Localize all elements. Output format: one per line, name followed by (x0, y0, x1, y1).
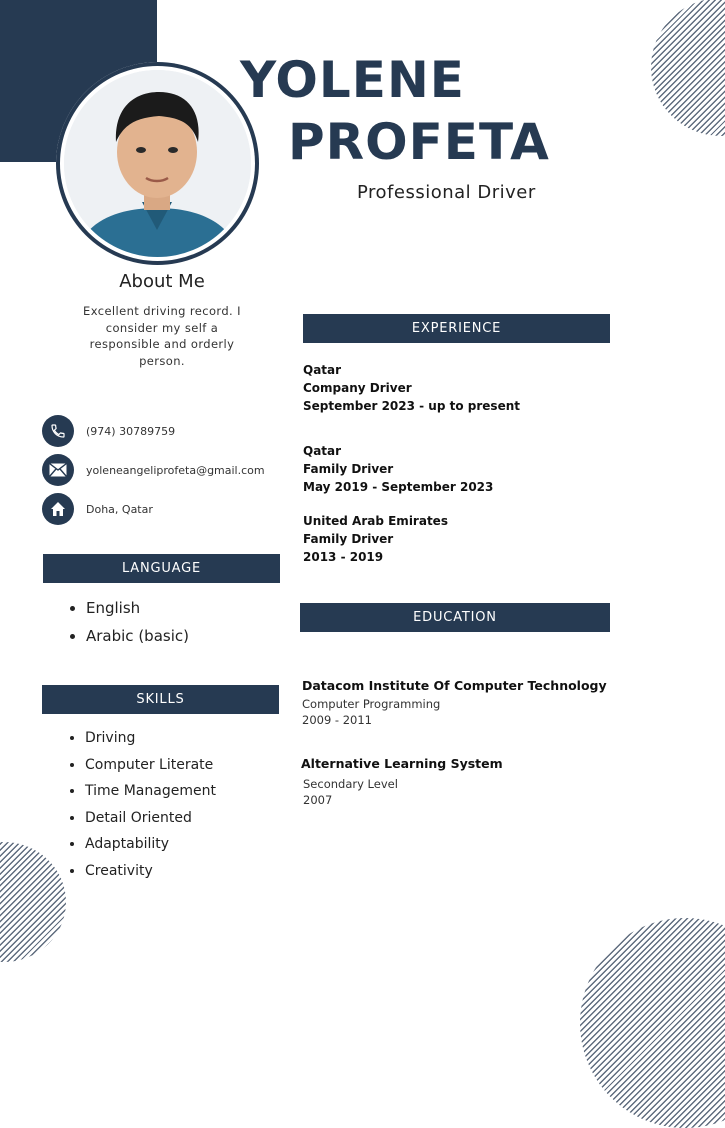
list-item: • Detail Oriented (85, 805, 216, 832)
experience-location: Qatar (303, 444, 342, 458)
education-school: Datacom Institute Of Computer Technology (302, 678, 607, 693)
contact-address-row (42, 493, 153, 525)
phone-icon (42, 415, 74, 447)
person-portrait-icon (64, 70, 251, 257)
experience-entry-3 (303, 512, 448, 566)
experience-header: EXPERIENCE (303, 314, 610, 343)
profile-photo (64, 70, 251, 257)
contact-phone-row (42, 415, 175, 447)
contact-phone: (974) 30789759 (86, 424, 176, 438)
list-item: • English (86, 594, 189, 622)
skills-header: SKILLS (42, 685, 279, 714)
contact-address: Doha, Qatar (86, 502, 153, 516)
language-header: LANGUAGE (43, 554, 280, 583)
experience-position: Family Driver (303, 532, 394, 546)
experience-location: United Arab Emirates (303, 514, 448, 528)
first-name: YOLENE (240, 51, 465, 109)
job-title: Professional Driver (357, 182, 536, 203)
education-entry-2 (301, 756, 503, 808)
mail-icon (42, 454, 74, 486)
list-item: • Creativity (85, 858, 216, 885)
experience-position: Company Driver (303, 381, 412, 395)
striped-circle-top-right (651, 0, 725, 136)
experience-entry-2 (303, 442, 493, 496)
list-item: • Driving (85, 725, 216, 752)
list-item: • Arabic (basic) (86, 622, 189, 650)
home-icon (42, 493, 74, 525)
contact-email: yoleneangeliprofeta@gmail.com (86, 463, 265, 477)
list-item: • Adaptability (85, 831, 216, 858)
list-item: • Time Management (85, 778, 216, 805)
striped-circle-bottom-right (580, 918, 725, 1128)
education-period: 2007 (303, 792, 333, 807)
education-period: 2009 - 2011 (302, 712, 372, 727)
education-course: Secondary Level (303, 777, 398, 791)
experience-period: September 2023 - up to present (303, 399, 520, 413)
list-item: • Computer Literate (85, 752, 216, 779)
education-course: Computer Programming (302, 697, 441, 711)
education-school: Alternative Learning System (301, 756, 503, 771)
contact-email-row (42, 454, 265, 486)
experience-period: May 2019 - September 2023 (303, 480, 494, 494)
experience-position: Family Driver (303, 462, 394, 476)
experience-location: Qatar (303, 363, 342, 377)
skills-list (67, 725, 216, 884)
striped-circle-bottom-left (0, 842, 66, 962)
experience-entry-1 (303, 361, 520, 415)
education-entry-1 (302, 678, 607, 728)
about-title: About Me (119, 271, 205, 292)
language-list (68, 594, 189, 650)
last-name: PROFETA (288, 113, 550, 171)
experience-period: 2013 - 2019 (303, 550, 384, 564)
about-text: Excellent driving record. I consider my self a responsible and orderly person. (83, 304, 241, 368)
education-header: EDUCATION (300, 603, 610, 632)
